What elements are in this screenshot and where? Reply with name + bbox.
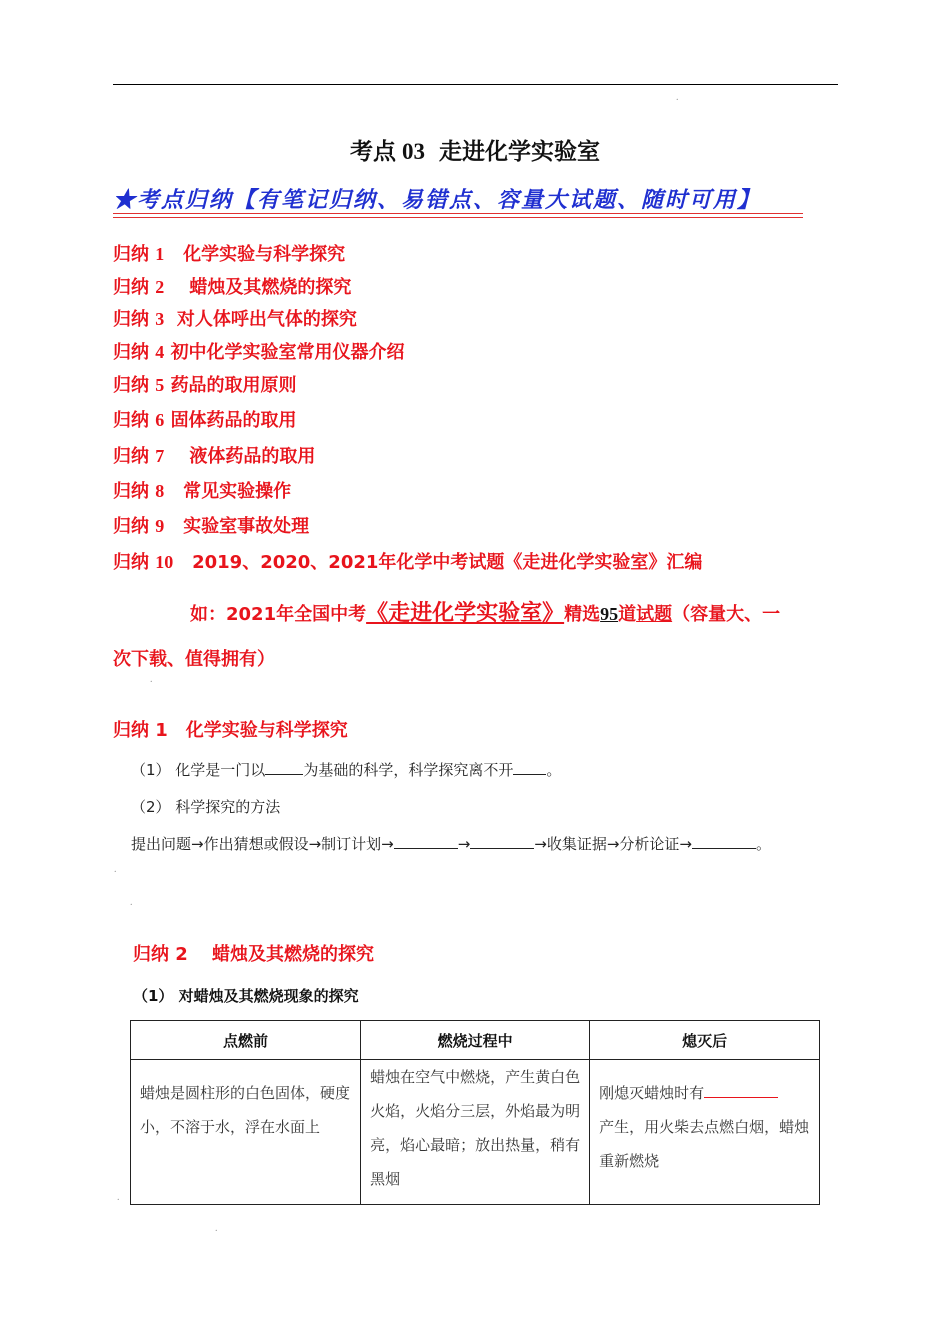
promo-line-2: 次下载、值得拥有）: [113, 649, 275, 670]
toc-item[interactable]: 归纳 1 化学实验与科学探究: [113, 244, 346, 265]
table-cell: 蜡烛是圆柱形的白色固体，硬度小，不溶于水，浮在水面上: [131, 1060, 361, 1205]
toc-item[interactable]: 归纳 9 实验室事故处理: [113, 516, 310, 537]
page-title: [0, 133, 950, 166]
title-prefix: 考点: [350, 139, 396, 165]
toc-item[interactable]: 归纳 3 对人体呼出气体的探究: [113, 309, 357, 330]
inquiry-flow: 提出问题→作出猜想或假设→制订计划→ → →收集证据→分析论证→ 。: [131, 835, 772, 853]
answer-blank[interactable]: [470, 834, 534, 849]
table-cell: 刚熄灭蜡烛时有 产生，用火柴去点燃白烟，蜡烛重新燃烧: [590, 1060, 820, 1205]
answer-blank[interactable]: [513, 760, 546, 775]
dot-mark: .: [130, 897, 133, 908]
dot-mark: .: [215, 1223, 218, 1234]
toc-item[interactable]: 归纳 8 常见实验操作: [113, 481, 292, 502]
table-row: [131, 1060, 820, 1205]
toc-item[interactable]: 归纳 10 2019、2020、2021年化学中考试题《走进化学实验室》汇编: [113, 552, 703, 573]
section-1-heading: 归纳 1 化学实验与科学探究: [113, 720, 348, 741]
answer-blank[interactable]: [704, 1083, 778, 1098]
question-2: （2） 科学探究的方法: [131, 798, 281, 816]
section-2-subheading: （1） 对蜡烛及其燃烧现象的探究: [133, 987, 359, 1005]
toc-item[interactable]: 归纳 4 初中化学实验室常用仪器介绍: [113, 342, 405, 363]
toc-item[interactable]: 归纳 7 液体药品的取用: [113, 446, 316, 467]
table-cell: 蜡烛在空气中燃烧，产生黄白色火焰，火焰分三层，外焰最为明亮，焰心最暗；放出热量，稍有黑烟: [361, 1060, 590, 1205]
table-header: 点燃前: [131, 1021, 361, 1060]
toc-item[interactable]: 归纳 2 蜡烛及其燃烧的探究: [113, 277, 352, 298]
summary-banner: ★考点归纳【有笔记归纳、易错点、容量大试题、随时可用】: [113, 187, 762, 213]
toc-item[interactable]: 归纳 6 固体药品的取用: [113, 410, 297, 431]
table-header: 燃烧过程中: [361, 1021, 590, 1060]
toc-item[interactable]: 归纳 5 药品的取用原则: [113, 375, 297, 396]
answer-blank[interactable]: [692, 834, 756, 849]
title-code: 03: [402, 139, 425, 164]
dot-mark: .: [150, 674, 153, 685]
banner-underline: [113, 213, 803, 214]
promo-questions-link[interactable]: 试题: [636, 604, 673, 625]
answer-blank[interactable]: [394, 834, 458, 849]
promo-line: 如：2021年全国中考《走进化学实验室》精选95道试题（容量大、一: [190, 601, 781, 626]
candle-observation-table: [130, 1020, 820, 1205]
header-rule: [113, 84, 838, 85]
dot-mark: .: [114, 864, 117, 875]
banner-underline-2: [113, 217, 803, 218]
answer-blank[interactable]: [265, 760, 303, 775]
section-2-heading: 归纳 2 蜡烛及其燃烧的探究: [133, 944, 375, 965]
promo-link[interactable]: 《走进化学实验室》: [366, 601, 565, 626]
dot-mark: .: [117, 1192, 120, 1203]
dot-mark: .: [676, 92, 679, 103]
table-header: 熄灭后: [590, 1021, 820, 1060]
question-1: （1） 化学是一门以 为基础的科学，科学探究离不开 。: [131, 761, 562, 779]
title-text: 走进化学实验室: [439, 139, 600, 165]
